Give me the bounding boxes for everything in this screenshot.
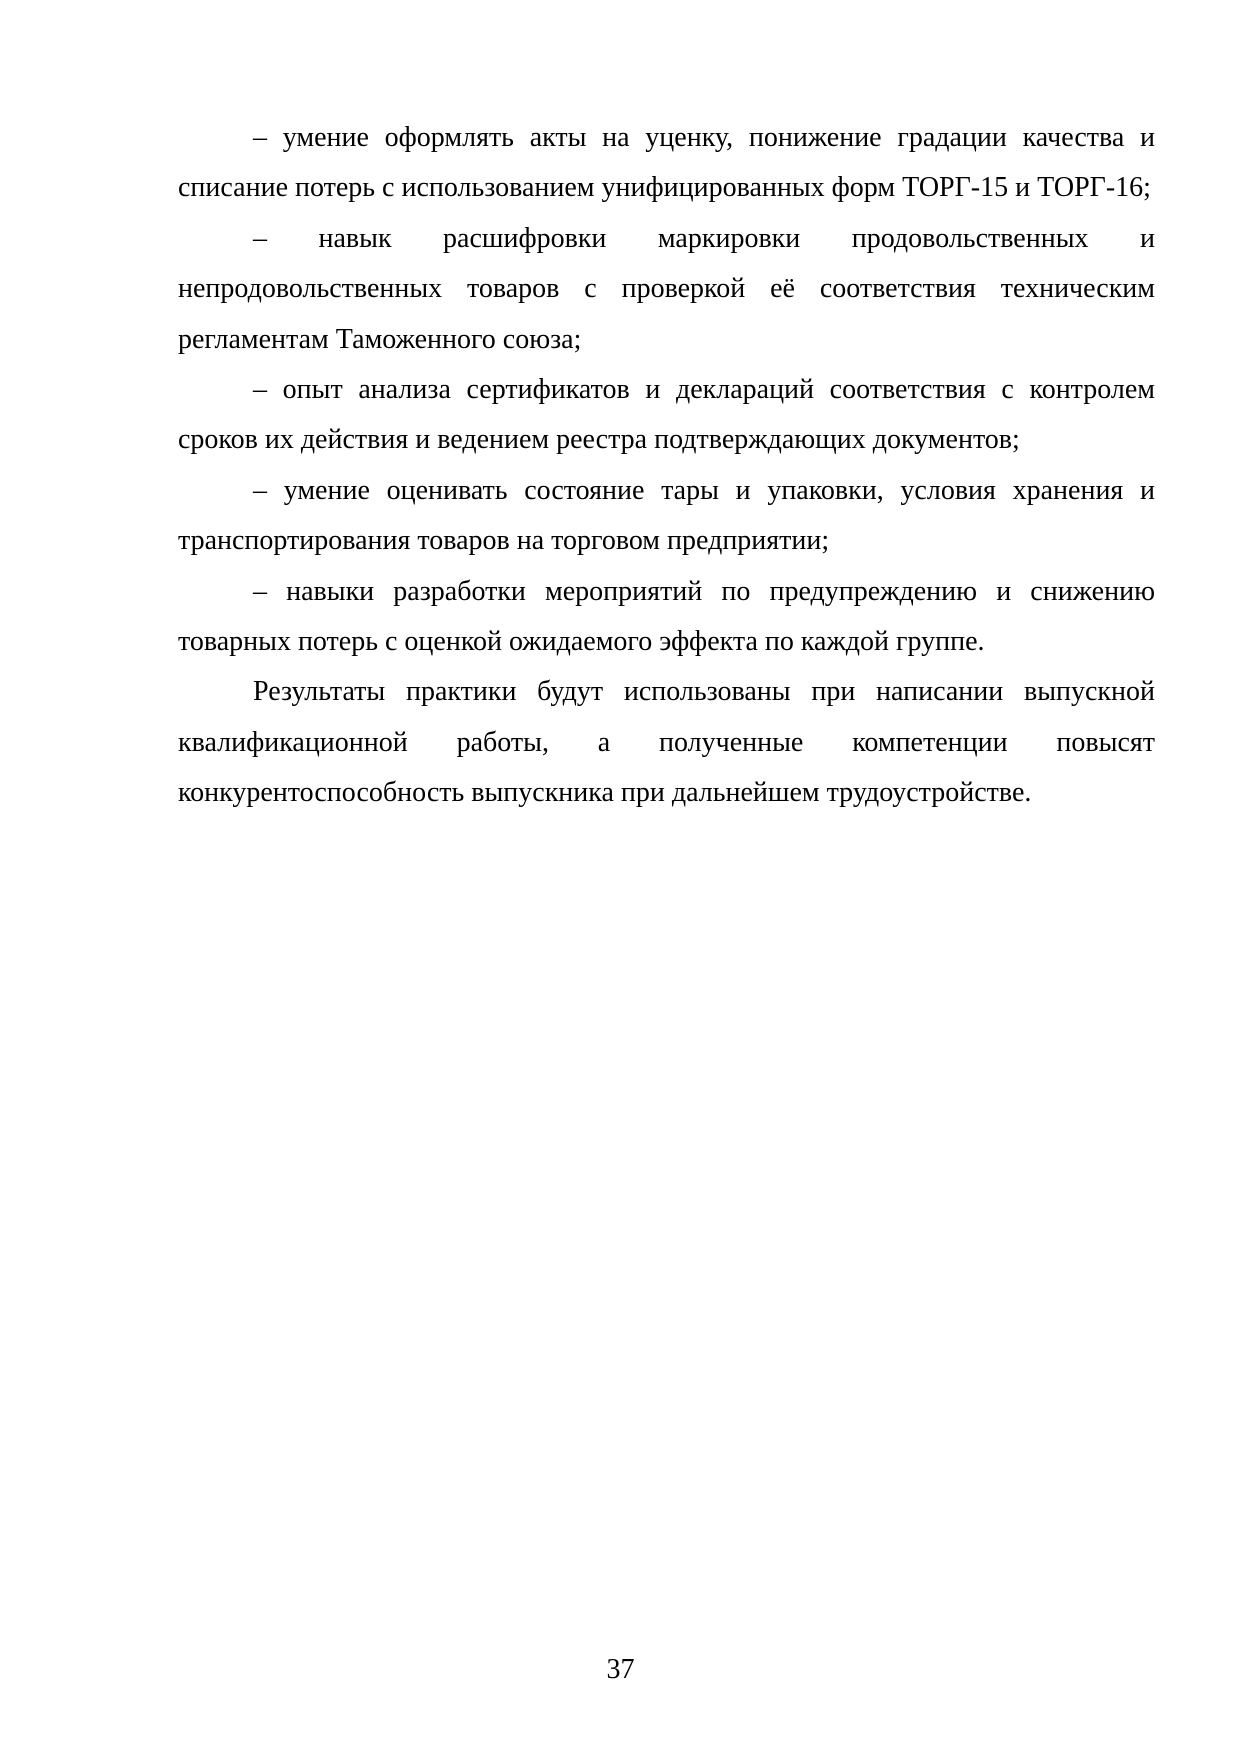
conclusion-paragraph: Результаты практики будут использованы при написании выпускной квалификационной работы, а полученные компетенции повысят конкурентоспособность выпускника при дальнейшем трудоустройстве. [178, 676, 1155, 809]
list-item-labeling-skill: – навык расшифровки маркировки продовольственных и непродовольственных товаров с проверкой её соответствия техническим регламентам Таможенного союза; [178, 222, 1155, 355]
page-body [178, 113, 1155, 819]
list-item-certificates-analysis: – опыт анализа сертификатов и деклараций соответствия с контролем сроков их действия и ведением реестра подтверждающих документов; [178, 374, 1155, 456]
page-number: 37 [606, 1654, 635, 1685]
list-item-packaging-assessment: – умение оценивать состояние тары и упаковки, условия хранения и транспортирования товаров на торговом предприятии; [178, 474, 1155, 557]
list-item-markdown-acts: – умение оформлять акты на уценку, понижение градации качества и списание потерь с использованием унифицированных форм ТОРГ-15 и ТОРГ-16; [178, 122, 1155, 204]
list-item-loss-prevention: – навыки разработки мероприятий по предупреждению и снижению товарных потерь с оценкой ожидаемого эффекта по каждой группе. [178, 575, 1155, 658]
